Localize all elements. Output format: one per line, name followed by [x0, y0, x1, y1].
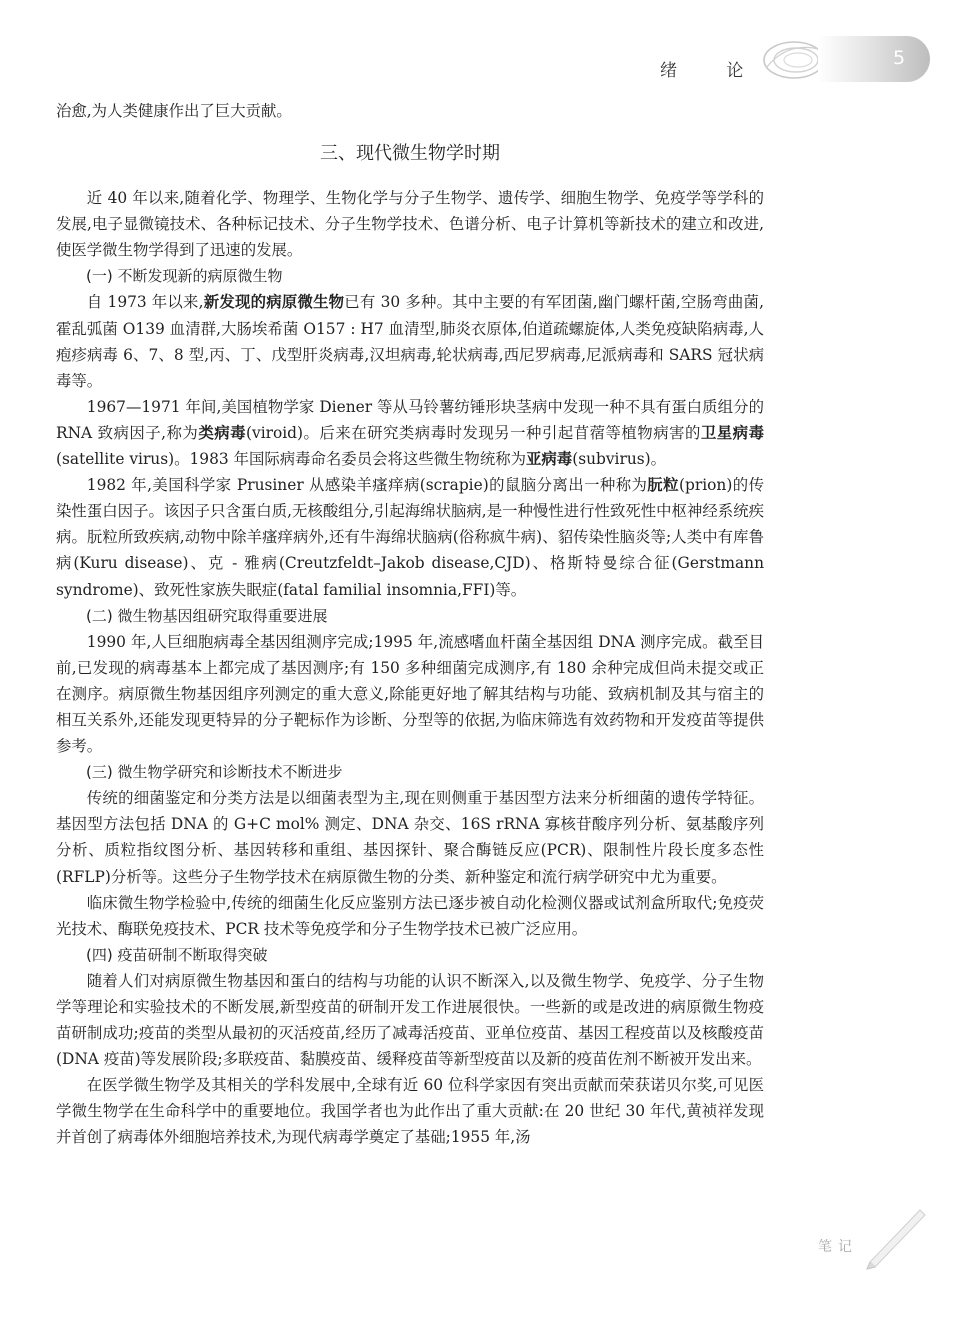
text-run: (viroid)。后来在研究类病毒时发现另一种引起苜蓿等植物病害的 — [246, 423, 701, 442]
subheading-new-pathogens: (一) 不断发现新的病原微生物 — [86, 267, 283, 286]
pen-icon — [862, 1200, 932, 1270]
paragraph-nobel: 在医学微生物学及其相关的学科发展中,全球有近 60 位科学家因有突出贡献而荣获诺贝尔奖,可见医学微生物学在生命科学中的重要地位。我国学者也为此作出了重大贡献:在 20 世纪 30 年代,黄祯祥发现并首创了病毒体外细胞培养技术,为现代病毒学奠定了基础;1955 年,汤 — [56, 1076, 764, 1147]
page-number-tab — [818, 36, 930, 82]
term-new-pathogens: 新发现的病原微生物 — [203, 293, 345, 312]
subheading-diagnostics: (三) 微生物学研究和诊断技术不断进步 — [86, 763, 343, 782]
paragraph-clinical-testing: 临床微生物学检验中,传统的细菌生化反应鉴别方法已逐步被自动化检测仪器或试剂盒所取代;免疫荧光技术、酶联免疫技术、PCR 技术等免疫学和分子生物学技术已被广泛应用。 — [56, 893, 764, 938]
term-satellite-virus: 卫星病毒 — [700, 423, 764, 442]
paragraph-genotyping: 传统的细菌鉴定和分类方法是以细菌表型为主,现在则侧重于基因型方法来分析细菌的遗传学特征。基因型方法包括 DNA 的 G+C mol% 测定、DNA 杂交、16S rRNA 寡核苷酸序列分析、氨基酸序列分析、质粒指纹图分析、基因转移和重组、基因探针、聚合酶链反应(PCR)、限制性片段长度多态性(RFLP)分析等。这些分子生物学技术在病原微生物的分类、新种鉴定和流行病学研究中尤为重要。 — [56, 789, 764, 886]
page-number: 5 — [893, 47, 906, 69]
text-run: 已有 30 多种。其中主要的有军团菌,幽门螺杆菌,空肠弯曲菌,霍乱弧菌 O139 血清群,大肠埃希菌 O157 : H7 血清型,肺炎衣原体,伯道疏螺旋体,人类免疫缺陷病毒,人疱疹病毒 6、7、8 型,丙、丁、戊型肝炎病毒,汉坦病毒,轮状病毒,西尼罗病毒,尼派病毒和 SARS 冠状病毒等。 — [56, 293, 764, 390]
text-run: (subvirus)。 — [572, 450, 667, 469]
term-viroid: 类病毒 — [198, 423, 247, 442]
page-body — [56, 98, 764, 1151]
term-subvirus: 亚病毒 — [526, 450, 573, 469]
paragraph-viroid — [56, 394, 764, 472]
paragraph-vaccines: 随着人们对病原微生物基因和蛋白的结构与功能的认识不断深入,以及微生物学、免疫学、分子生物学等理论和实验技术的不断发展,新型疫苗的研制开发工作进展很快。一些新的或是改进的病原微生物疫苗研制成功;疫苗的类型从最初的灭活疫苗,经历了减毒活疫苗、亚单位疫苗、基因工程疫苗以及核酸疫苗(DNA 疫苗)等发展阶段;多联疫苗、黏膜疫苗、缓释疫苗等新型疫苗以及新的疫苗佐剂不断被开发出来。 — [56, 971, 764, 1069]
continued-paragraph: 治愈,为人类健康作出了巨大贡献。 — [56, 102, 292, 120]
text-run: (prion)的传染性蛋白因子。该因子只含蛋白质,无核酸组分,引起海绵状脑病,是一种慢性进行性致死性中枢神经系统疾病。朊粒所致疾病,动物中除羊瘙痒病外,还有牛海绵状脑病(俗称疯牛病)、貂传染性脑炎等;人类中有库鲁病(Kuru disease)、克 - 雅病(Creutzfeldt–Jakob disease,CJD)、格斯特曼综合征(Gerstmann syndrome)、致死性家族失眠症(fatal familial insomnia,FFI)等。 — [56, 476, 764, 599]
section-title: 三、现代微生物学时期 — [320, 143, 500, 165]
paragraph-new-pathogens — [56, 289, 764, 393]
paragraph-genome-research: 1990 年,人巨细胞病毒全基因组测序完成;1995 年,流感嗜血杆菌全基因组 DNA 测序完成。截至目前,已发现的病毒基本上都完成了基因测序;有 150 多种细菌完成测序,有 180 余种完成但尚未提交或正在测序。病原微生物基因组序列测定的重大意义,除能更好地了解其结构与功能、致病机制及其与宿主的相互关系外,还能发现更特异的分子靶标作为诊断、分型等的依据,为临床筛选有效药物和开发疫苗等提供参考。 — [56, 632, 764, 756]
text-run: 1967—1971 年间,美国植物学家 Diener 等从马铃薯纺锤形块茎病中发现一种不具有蛋白质组分的 RNA 致病因子,称为 — [56, 397, 764, 442]
text-run: 1982 年,美国科学家 Prusiner 从感染羊瘙痒病(scrapie)的鼠脑分离出一种称为 — [86, 476, 648, 495]
subheading-genome-research: (二) 微生物基因组研究取得重要进展 — [86, 606, 328, 625]
running-header-title: 绪 论 — [660, 61, 766, 81]
subheading-vaccines: (四) 疫苗研制不断取得突破 — [86, 945, 268, 964]
text-run: (satellite virus)。1983 年国际病毒命名委员会将这些微生物统称为 — [56, 450, 526, 469]
notes-label: 笔记 — [818, 1239, 858, 1255]
paragraph-intro: 近 40 年以来,随着化学、物理学、生物化学与分子生物学、遗传学、细胞生物学、免疫学等学科的发展,电子显微镜技术、各种标记技术、分子生物学技术、色谱分析、电子计算机等新技术的建立和改进,使医学微生物学得到了迅速的发展。 — [56, 189, 764, 260]
term-prion: 朊粒 — [647, 476, 680, 495]
text-run: 自 1973 年以来, — [86, 293, 204, 312]
paragraph-prion — [56, 472, 764, 602]
